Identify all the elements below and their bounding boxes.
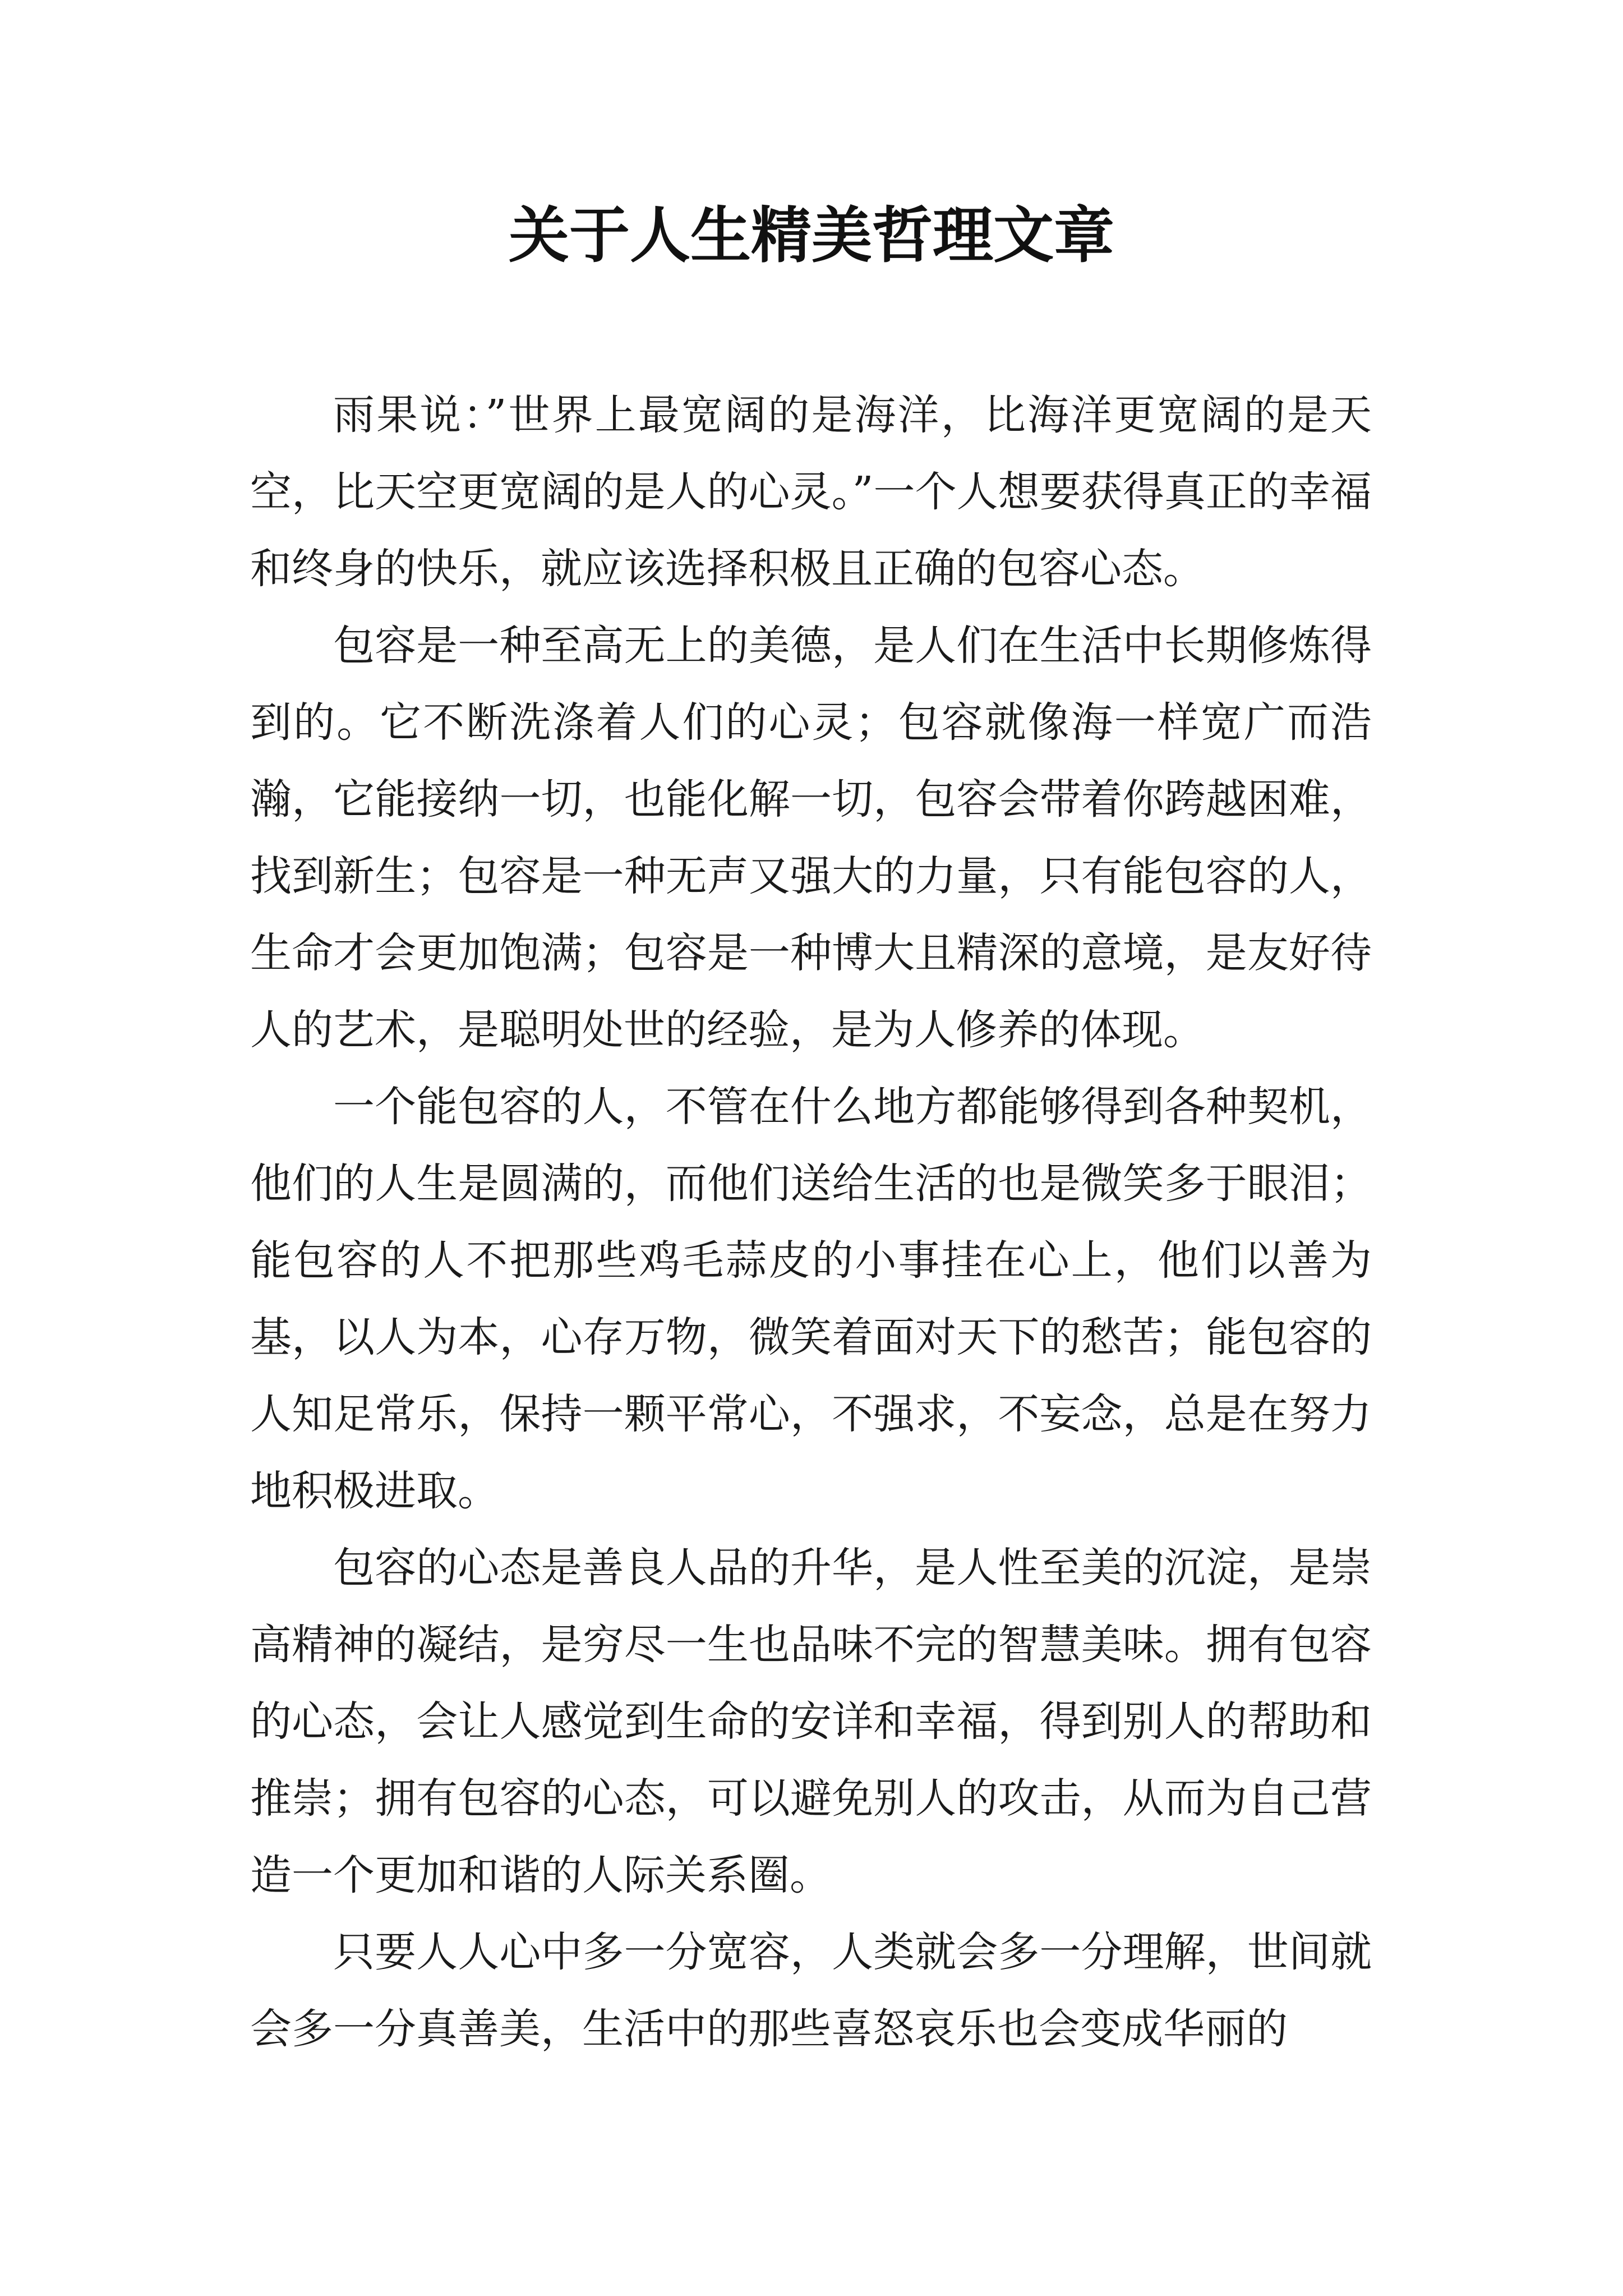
paragraph: 只要人人心中多一分宽容，人类就会多一分理解，世间就会多一分真善美，生活中的那些喜怒哀乐也会变成华丽的 (250, 1928, 1372, 2053)
paragraph: 一个能包容的人，不管在什么地方都能够得到各种契机，他们的人生是圆满的，而他们送给生活的也是微笑多于眼泪；能包容的人不把那些鸡毛蒜皮的小事挂在心上，他们以善为基，以人为本，心存万物，微笑着面对天下的愁苦；能包容的人知足常乐，保持一颗平常心，不强求，不妄念，总是在努力地积极进取。 (250, 1083, 1372, 1515)
paragraph: 雨果说：”世界上最宽阔的是海洋，比海洋更宽阔的是天空，比天空更宽阔的是人的心灵。”一个人想要获得真正的幸福和终身的快乐，就应该选择积极且正确的包容心态。 (250, 391, 1372, 593)
paragraph: 包容的心态是善良人品的升华，是人性至美的沉淀，是崇高精神的凝结，是穷尽一生也品味不完的智慧美味。拥有包容的心态，会让人感觉到生命的安详和幸福，得到别人的帮助和推崇；拥有包容的心态，可以避免别人的攻击，从而为自己营造一个更加和谐的人际关系圈。 (250, 1544, 1372, 1899)
document-title: 关于人生精美哲理文章 (508, 200, 1114, 271)
document-body (250, 377, 1372, 2068)
paragraph: 包容是一种至高无上的美德，是人们在生活中长期修炼得到的。它不断洗涤着人们的心灵；包容就像海一样宽广而浩瀚，它能接纳一切，也能化解一切，包容会带着你跨越困难，找到新生；包容是一种无声又强大的力量，只有能包容的人，生命才会更加饱满；包容是一种博大且精深的意境，是友好待人的艺术，是聪明处世的经验，是为人修养的体现。 (250, 622, 1372, 1054)
